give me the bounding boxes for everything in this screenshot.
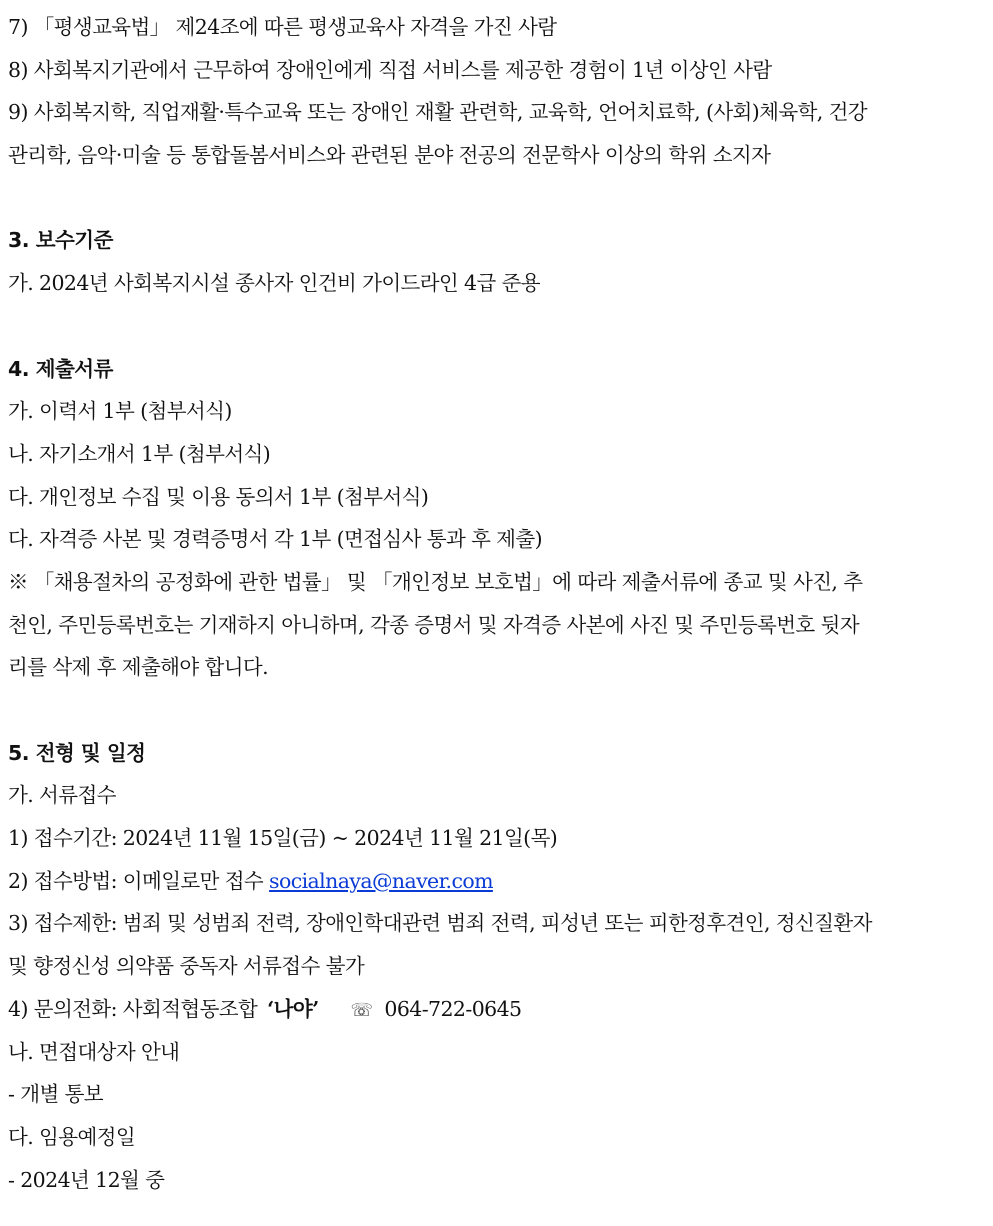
receipt-title: 가. 서류접수 xyxy=(8,783,116,808)
qualification-7: 7) 「평생교육법」 제24조에 따른 평생교육사 자격을 가진 사람 xyxy=(8,15,557,39)
receipt-method-label: 2) 접수방법: 이메일로만 접수 xyxy=(8,868,270,893)
document-notice-continued: 천인, 주민등록번호는 기재하지 아니하며, 각종 증명서 및 자격증 사본에 사진 및 주민등록번호 뒷자 xyxy=(8,612,859,637)
contact-phone-line xyxy=(8,988,978,1031)
document-certificates: 다. 자격증 사본 및 경력증명서 각 1부 (면접심사 통과 후 제출) xyxy=(8,527,542,552)
document-self-intro: 나. 자기소개서 1부 (첨부서식) xyxy=(8,441,271,466)
section-heading-documents: 4. 제출서류 xyxy=(8,356,113,381)
document-page xyxy=(8,6,978,1201)
email-link[interactable]: socialnaya@naver.com xyxy=(269,868,493,893)
spacer xyxy=(8,305,978,348)
section-heading-pay: 3. 보수기준 xyxy=(8,228,113,253)
appointment-detail: - 2024년 12월 중 xyxy=(8,1167,165,1192)
qualification-9-continued: 관리학, 음악·미술 등 통합돌봄서비스와 관련된 분야 전공의 전문학사 이상의 학위 소지자 xyxy=(8,143,771,168)
receipt-restriction-continued: 및 향정신성 의약품 중독자 서류접수 불가 xyxy=(8,954,365,979)
contact-label: 4) 문의전화: 사회적협동조합 xyxy=(8,996,258,1021)
organization-name: ‘나야’ xyxy=(267,996,319,1021)
phone-number: 064-722-0645 xyxy=(384,996,522,1021)
telephone-icon: ☏ xyxy=(350,999,373,1021)
document-privacy-consent: 다. 개인정보 수집 및 이용 동의서 1부 (첨부서식) xyxy=(8,484,429,509)
interview-title: 나. 면접대상자 안내 xyxy=(8,1039,180,1064)
section-heading-schedule: 5. 전형 및 일정 xyxy=(8,740,146,765)
document-notice: ※ 「채용절차의 공정화에 관한 법률」 및 「개인정보 보호법」에 따라 제출서류에 종교 및 사진, 추 xyxy=(8,569,863,594)
receipt-restriction: 3) 접수제한: 범죄 및 성범죄 전력, 장애인학대관련 범죄 전력, 피성년 또는 피한정후견인, 정신질환자 xyxy=(8,911,872,936)
receipt-method xyxy=(8,860,978,903)
qualification-8: 8) 사회복지기관에서 근무하여 장애인에게 직접 서비스를 제공한 경험이 1년 이상인 사람 xyxy=(8,57,772,82)
document-resume: 가. 이력서 1부 (첨부서식) xyxy=(8,399,232,424)
spacer xyxy=(8,689,978,732)
qualification-9: 9) 사회복지학, 직업재활·특수교육 또는 장애인 재활 관련학, 교육학, 언어치료학, (사회)체육학, 건강 xyxy=(8,100,868,125)
spacer xyxy=(8,177,978,220)
document-notice-end: 리를 삭제 후 제출해야 합니다. xyxy=(8,655,269,680)
pay-standard: 가. 2024년 사회복지시설 종사자 인건비 가이드라인 4급 준용 xyxy=(8,271,541,296)
receipt-period: 1) 접수기간: 2024년 11월 15일(금) ~ 2024년 11월 21일(목) xyxy=(8,826,558,851)
appointment-title: 다. 임용예정일 xyxy=(8,1124,136,1149)
interview-detail: - 개별 통보 xyxy=(8,1082,103,1107)
